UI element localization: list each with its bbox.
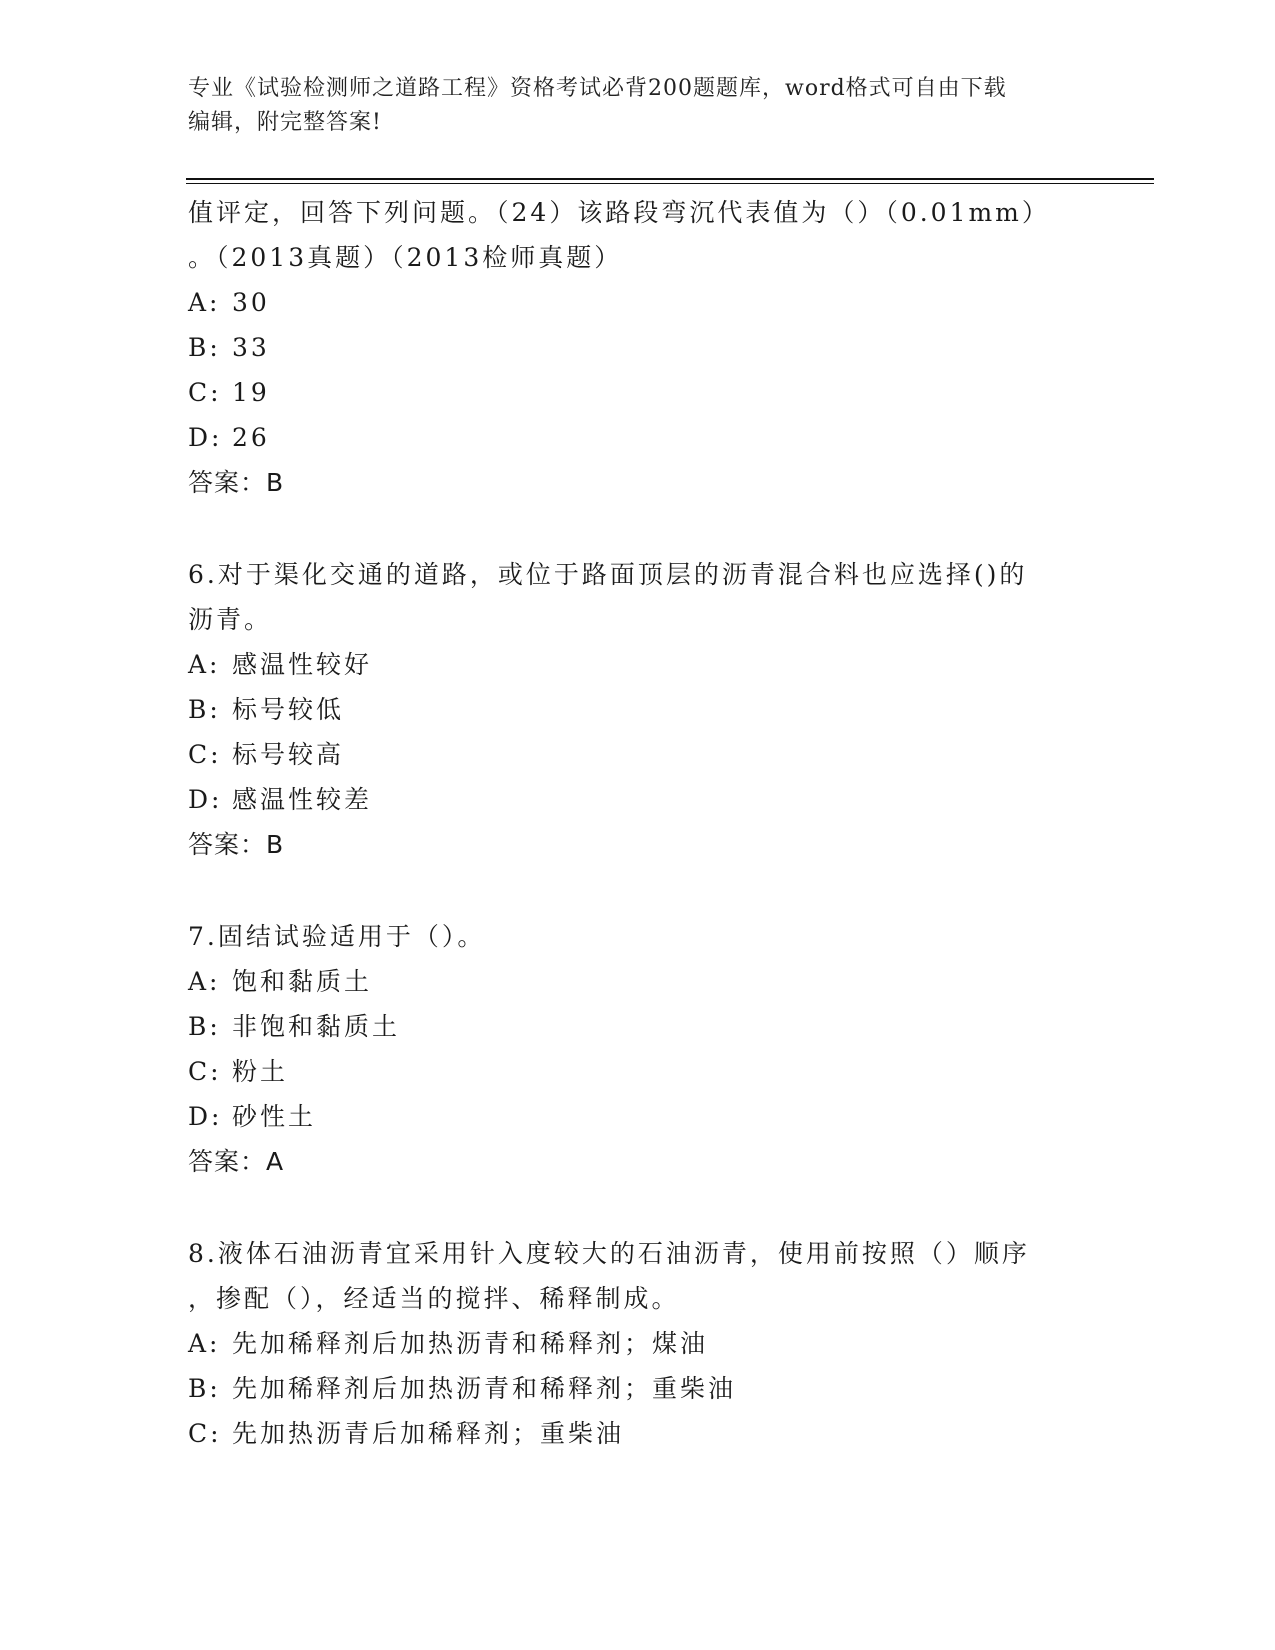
- option-key: B:: [188, 1374, 221, 1403]
- option-text: 26: [232, 423, 270, 452]
- header-title-line-1: 专业《试验检测师之道路工程》资格考试必背200题题库，word格式可自由下载: [188, 76, 1007, 101]
- option-d: [188, 1094, 1068, 1139]
- header-title-line-2: 编辑，附完整答案!: [188, 110, 382, 135]
- question-text-line: 7.固结试验适用于（）。: [188, 922, 486, 951]
- option-text: 标号较低: [232, 695, 345, 724]
- option-b: [188, 1004, 1068, 1049]
- option-text: 先加稀释剂后加热沥青和稀释剂；煤油: [232, 1329, 709, 1358]
- header-divider: [186, 178, 1154, 180]
- question-text-line: 值评定，回答下列问题。（24）该路段弯沉代表值为（）（0.01mm）: [188, 198, 1050, 227]
- option-d: [188, 415, 1068, 460]
- option-b: [188, 1366, 1068, 1411]
- answer-line: 答案：B: [188, 468, 285, 497]
- option-key: D:: [188, 423, 223, 452]
- answer-line: 答案：A: [188, 1147, 285, 1176]
- question-item: [188, 914, 1068, 1184]
- option-a: [188, 1321, 1068, 1366]
- option-text: 33: [232, 333, 270, 362]
- option-a: [188, 280, 1068, 325]
- option-key: B:: [188, 695, 221, 724]
- option-b: [188, 325, 1068, 370]
- option-key: A:: [188, 967, 221, 996]
- option-c: [188, 1411, 1068, 1456]
- question-text-line: ，掺配（），经适当的搅拌、稀释制成。: [188, 1284, 680, 1313]
- option-c: [188, 732, 1068, 777]
- question-text-line: 。（2013真题）（2013检师真题）: [188, 243, 623, 272]
- option-text: 30: [232, 288, 270, 317]
- option-key: A:: [188, 650, 221, 679]
- question-item: [188, 1231, 1068, 1456]
- option-key: C:: [188, 740, 222, 769]
- option-text: 先加稀释剂后加热沥青和稀释剂；重柴油: [232, 1374, 737, 1403]
- option-d: [188, 777, 1068, 822]
- question-item: [188, 190, 1068, 505]
- question-text-line: 8.液体石油沥青宜采用针入度较大的石油沥青，使用前按照（）顺序: [188, 1239, 1030, 1268]
- option-key: C:: [188, 1057, 222, 1086]
- option-key: B:: [188, 333, 221, 362]
- option-text: 感温性较差: [232, 785, 373, 814]
- option-key: A:: [188, 1329, 221, 1358]
- option-key: A:: [188, 288, 221, 317]
- header-divider-thin: [186, 183, 1154, 184]
- option-a: [188, 959, 1068, 1004]
- question-text-line: 沥青。: [188, 605, 273, 634]
- option-text: 感温性较好: [232, 650, 373, 679]
- option-b: [188, 687, 1068, 732]
- option-key: D:: [188, 1102, 223, 1131]
- question-text-line: 6.对于渠化交通的道路，或位于路面顶层的沥青混合料也应选择()的: [188, 560, 1028, 589]
- option-text: 标号较高: [232, 740, 345, 769]
- page-header: [188, 72, 1088, 140]
- option-text: 非饱和黏质土: [232, 1012, 401, 1041]
- question-item: [188, 552, 1068, 867]
- option-key: C:: [188, 378, 222, 407]
- option-text: 饱和黏质土: [232, 967, 373, 996]
- option-key: C:: [188, 1419, 222, 1448]
- option-a: [188, 642, 1068, 687]
- option-c: [188, 1049, 1068, 1094]
- option-key: B:: [188, 1012, 221, 1041]
- answer-line: 答案：B: [188, 830, 285, 859]
- option-c: [188, 370, 1068, 415]
- option-text: 先加热沥青后加稀释剂；重柴油: [232, 1419, 625, 1448]
- question-list: [188, 190, 1068, 1503]
- option-text: 粉土: [232, 1057, 289, 1086]
- option-key: D:: [188, 785, 223, 814]
- option-text: 19: [232, 378, 270, 407]
- option-text: 砂性土: [232, 1102, 317, 1131]
